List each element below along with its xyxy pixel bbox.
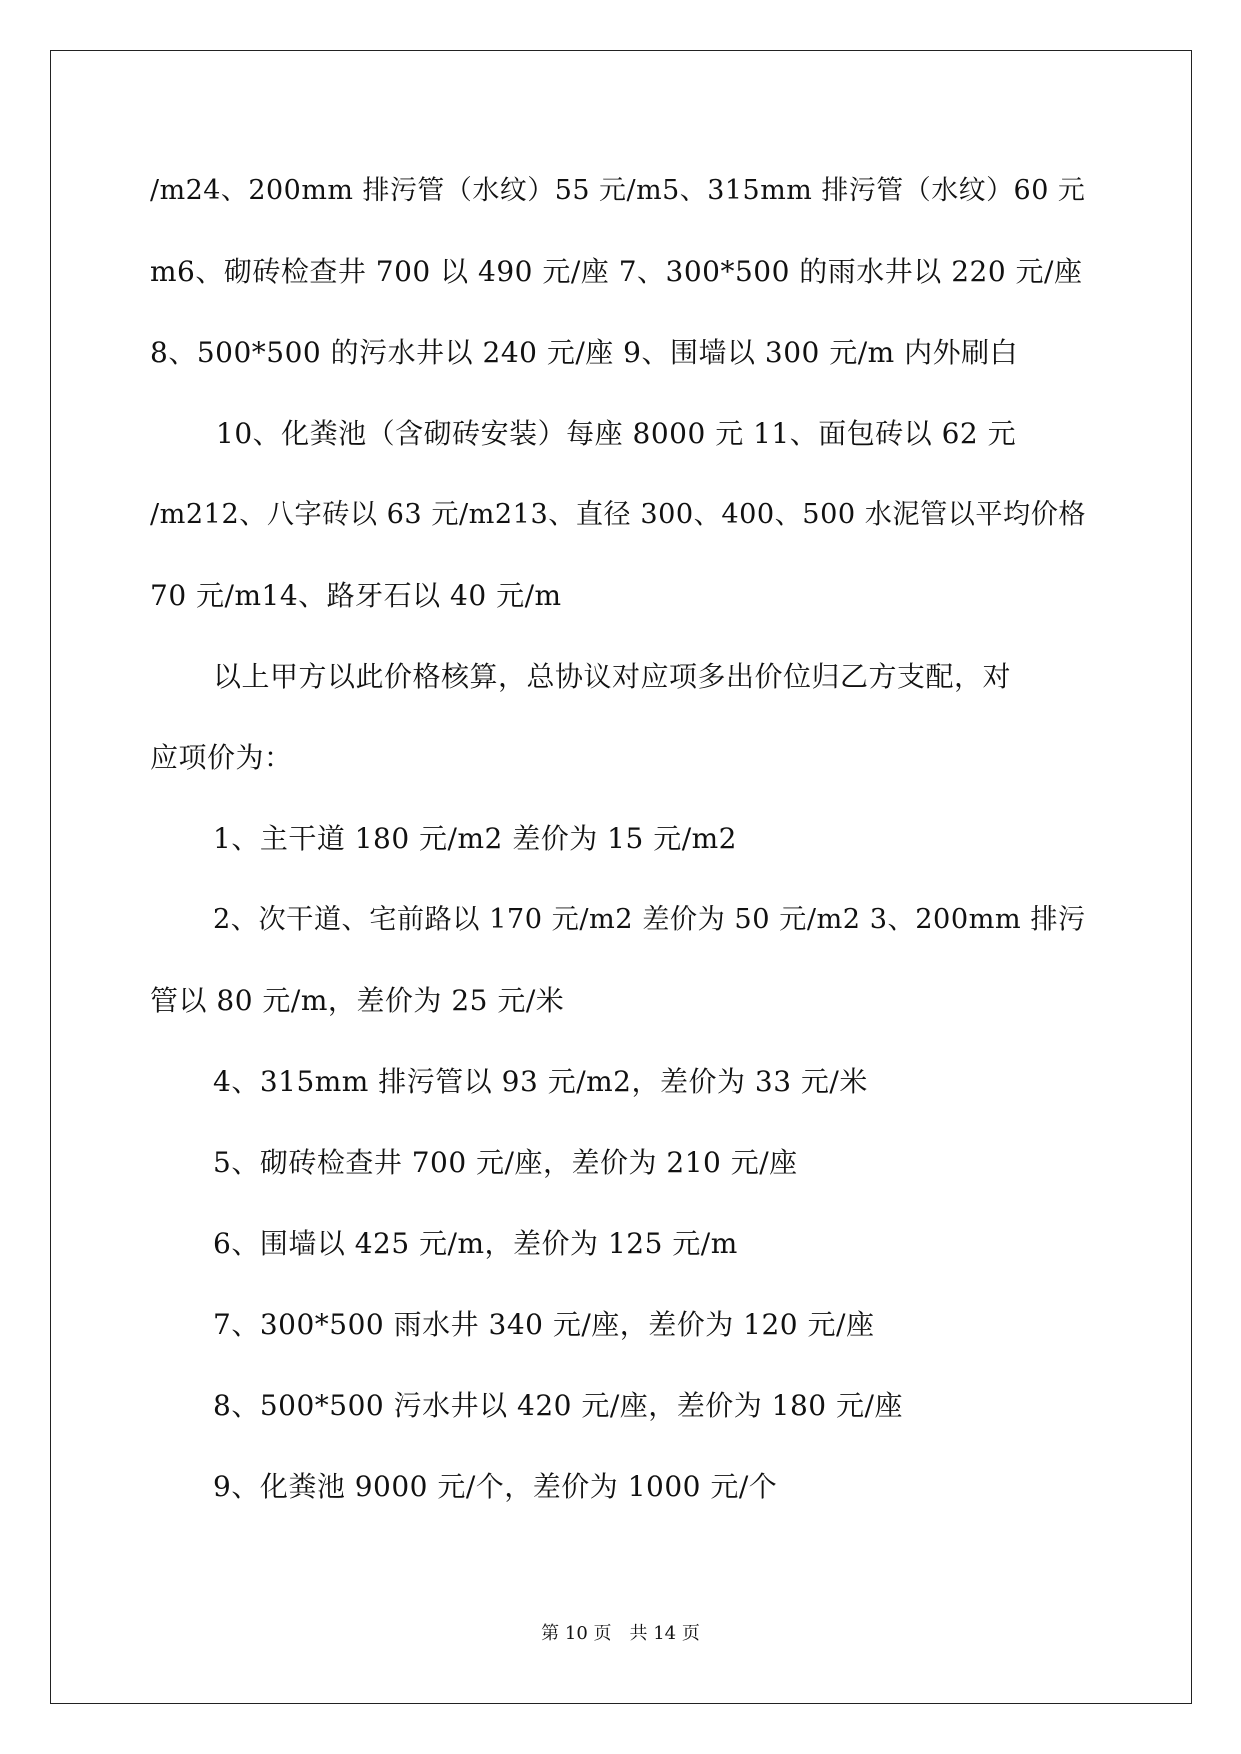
text-line-16: 8、500*500 污水井以 420 元/座，差价为 180 元/座 <box>213 1389 903 1422</box>
text-line-5: /m212、八字砖以 63 元/m213、直径 300、400、500 水泥管以平均价格 <box>150 499 1087 530</box>
page-current: 第 10 页 <box>541 1623 612 1644</box>
page-total: 共 14 页 <box>629 1623 700 1644</box>
text-line-7: 以上甲方以此价格核算，总协议对应项多出价位归乙方支配，对 <box>213 660 1012 693</box>
page-border <box>50 50 1192 1704</box>
text-line-9: 1、主干道 180 元/m2 差价为 15 元/m2 <box>213 822 737 855</box>
text-line-4: 10、化粪池（含砌砖安装）每座 8000 元 11、面包砖以 62 元 <box>216 417 1017 450</box>
text-line-12: 4、315mm 排污管以 93 元/m2，差价为 33 元/米 <box>213 1065 868 1098</box>
text-line-17: 9、化粪池 9000 元/个，差价为 1000 元/个 <box>213 1470 778 1503</box>
text-line-13: 5、砌砖检查井 700 元/座，差价为 210 元/座 <box>213 1146 798 1179</box>
text-line-15: 7、300*500 雨水井 340 元/座，差价为 120 元/座 <box>213 1308 875 1341</box>
text-line-6: 70 元/m14、路牙石以 40 元/m <box>150 579 562 612</box>
text-line-8: 应项价为： <box>150 741 293 774</box>
page-footer <box>0 1622 1241 1646</box>
text-line-11: 管以 80 元/m，差价为 25 元/米 <box>150 984 565 1017</box>
text-line-10: 2、次干道、宅前路以 170 元/m2 差价为 50 元/m2 3、200mm 排污 <box>213 904 1086 935</box>
text-line-2: m6、砌砖检查井 700 以 490 元/座 7、300*500 的雨水井以 220 元/座 <box>150 255 1083 288</box>
text-line-1: /m24、200mm 排污管（水纹）55 元/m5、315mm 排污管（水纹）60 元 <box>150 175 1086 206</box>
text-line-14: 6、围墙以 425 元/m，差价为 125 元/m <box>213 1227 738 1260</box>
text-line-3: 8、500*500 的污水井以 240 元/座 9、围墙以 300 元/m 内外刷白 <box>150 336 1019 369</box>
